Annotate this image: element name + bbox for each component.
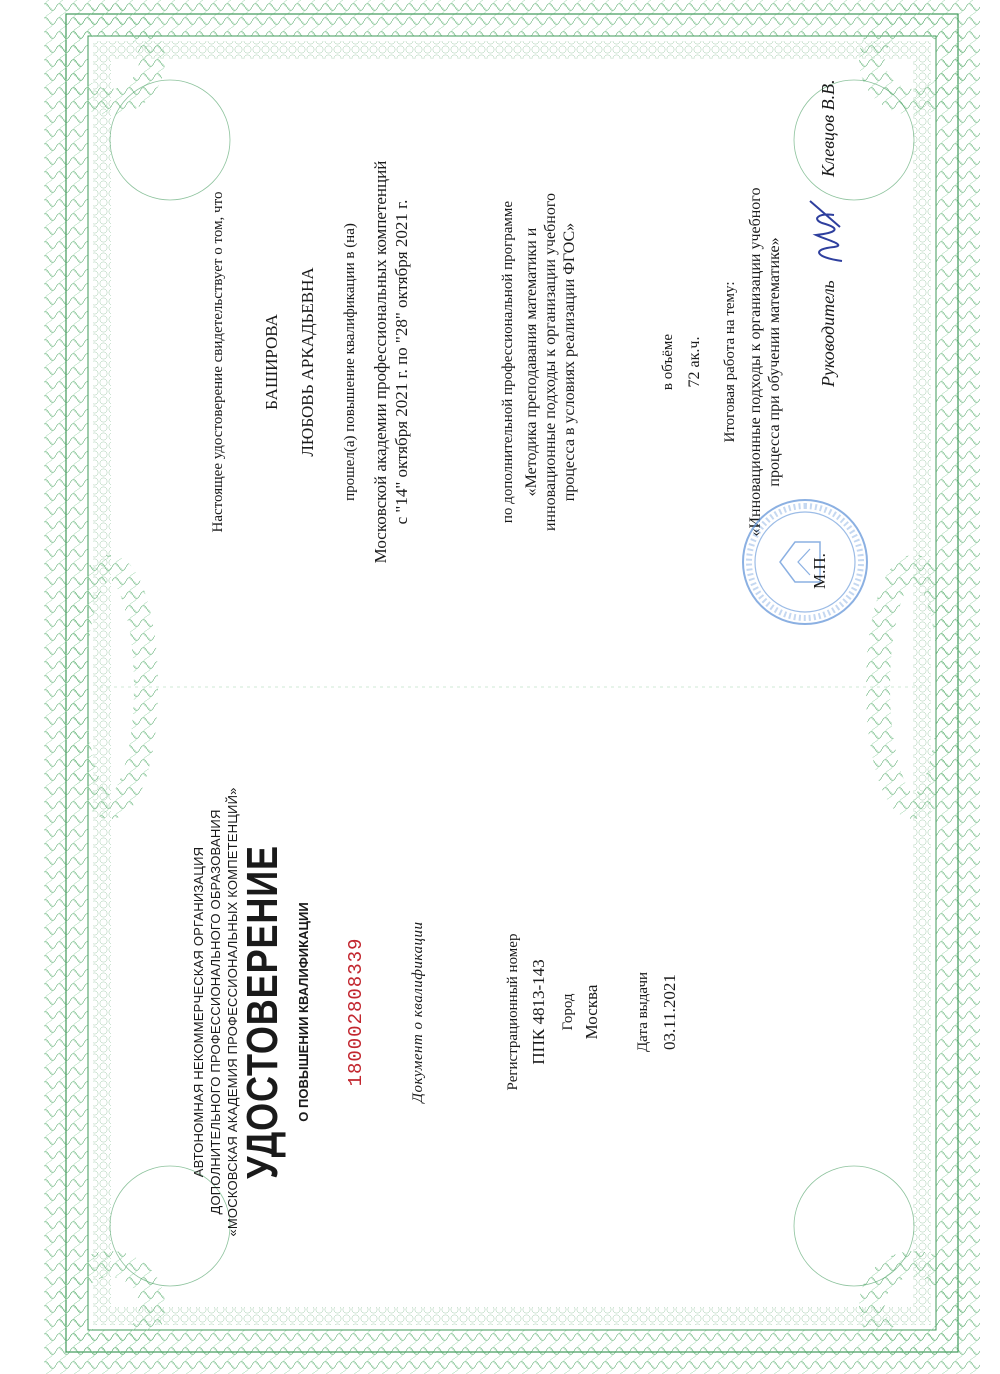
program-title-line-3: процесса в условиях реализации ФГОС» (561, 222, 578, 502)
cover-page (120, 687, 880, 1337)
signature-mark (804, 197, 854, 267)
organization-block (190, 687, 241, 1337)
organization-line-3: «МОСКОВСКАЯ АКАДЕМИЯ ПРОФЕССИОНАЛЬНЫХ КОМПЕТЕНЦИЙ» (225, 787, 240, 1237)
passed-training-text: прошел(а) повышение квалификации в (на) (342, 223, 358, 501)
registration-label: Регистрационный номер (505, 933, 521, 1091)
document-subtitle: О ПОВЫШЕНИИ КВАЛИФИКАЦИИ (296, 902, 311, 1122)
program-intro: по дополнительной профессиональной программе (500, 200, 516, 524)
head-label: Руководитель (818, 280, 838, 387)
serial-number: 180002808339 (345, 937, 367, 1087)
program-title-line-1: «Методика преподавания математики и (523, 227, 540, 497)
volume-label: в объёме (660, 333, 676, 391)
city-label: Город (560, 993, 576, 1031)
holder-surname: БАШИРОВА (262, 314, 281, 410)
document-title: УДОСТОВЕРЕНИЕ (238, 845, 287, 1179)
holder-name: ЛЮБОВЬ АРКАДЬЕВНА (298, 267, 317, 457)
seal-label: М.П. (810, 553, 829, 589)
academy-and-dates (370, 37, 412, 687)
academy-name: Московской академии профессиональных компетенций (371, 160, 390, 564)
issue-date-label: Дата выдачи (635, 971, 651, 1053)
final-work-theme-line-2: процесса при обучении математике» (766, 237, 783, 487)
document-type: Документ о квалификации (410, 921, 426, 1103)
training-period: с "14" октября 2021 г. по "28" октября 2021 г. (392, 199, 411, 525)
organization-line-1: АВТОНОМНАЯ НЕКОММЕРЧЕСКАЯ ОРГАНИЗАЦИЯ (191, 846, 206, 1178)
program-title-line-2: инновационные подходы к организации учебного (542, 193, 559, 531)
registration-number: ППК 4813-143 (529, 959, 548, 1065)
certificate-body (120, 37, 880, 687)
volume-value: 72 ак.ч. (686, 336, 703, 388)
program-title (522, 37, 579, 687)
final-work-theme-line-1: «Инновационные подходы к организации учебного (747, 187, 764, 537)
issue-date-value: 03.11.2021 (660, 974, 679, 1050)
organization-line-2: ДОПОЛНИТЕЛЬНОГО ПРОФЕССИОНАЛЬНОГО ОБРАЗОВАНИЯ (208, 809, 223, 1215)
certificate-intro: Настоящее удостоверение свидетельствует о том, что (210, 191, 226, 533)
final-work-label: Итоговая работа на тему: (722, 281, 738, 443)
official-seal (740, 497, 870, 627)
city-value: Москва (582, 984, 601, 1040)
certificate-content (120, 37, 880, 1337)
head-name: Клевцов В.В. (818, 79, 838, 177)
